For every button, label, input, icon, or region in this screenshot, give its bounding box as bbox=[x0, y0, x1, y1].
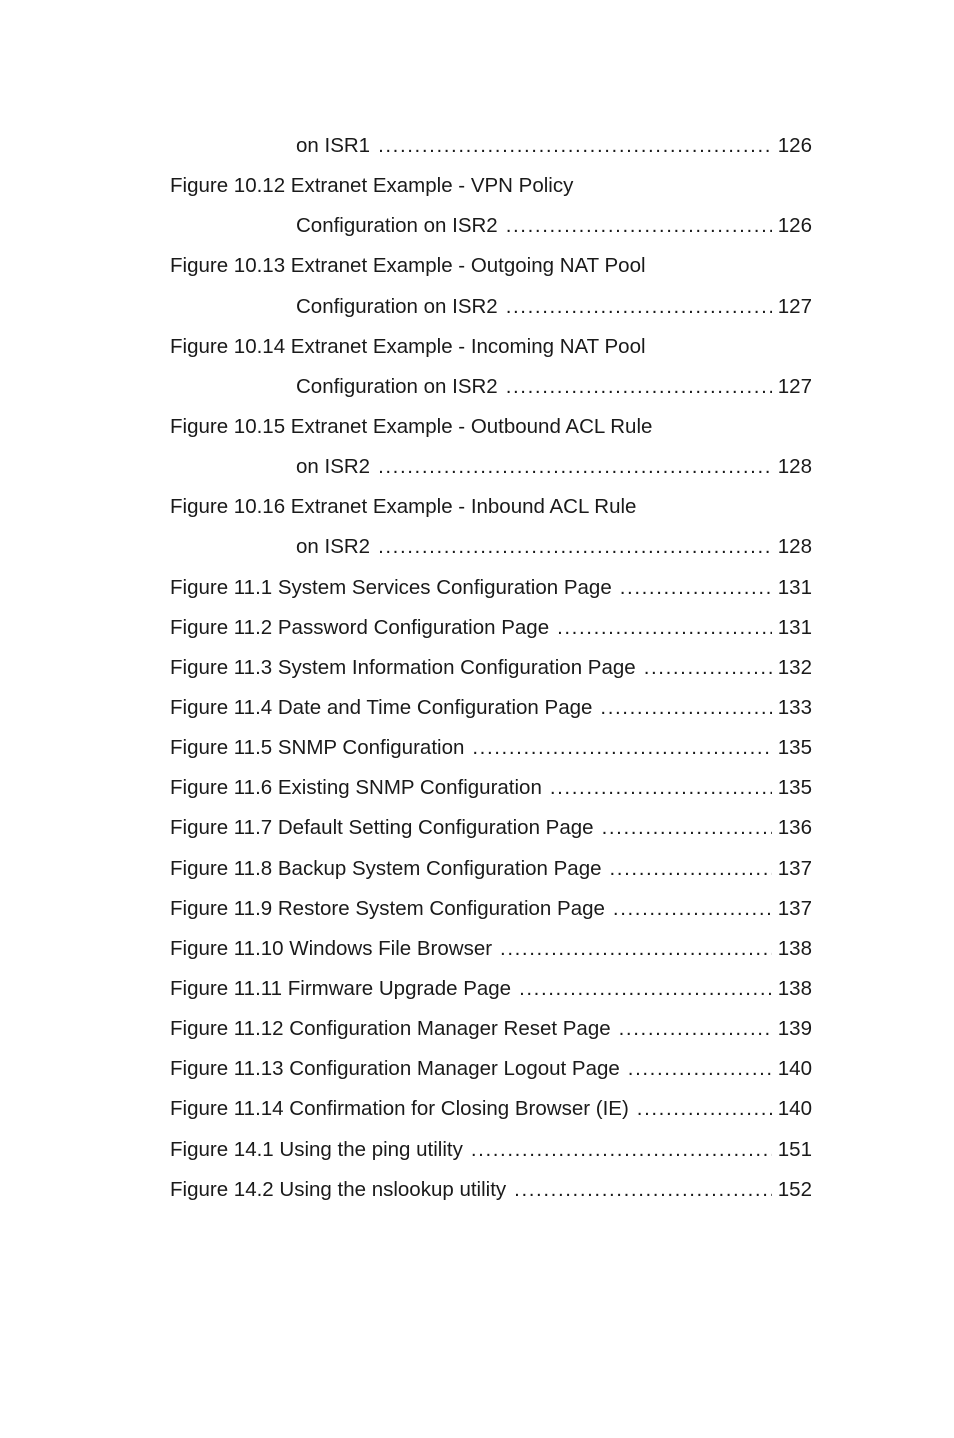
toc-entry-title: Figure 11.10 Windows File Browser bbox=[170, 936, 493, 960]
toc-entry-title-continued: Configuration on ISR2 bbox=[296, 214, 498, 238]
toc-entry-title: Figure 11.9 Restore System Configuration Page bbox=[170, 896, 605, 920]
toc-page-number: 138 bbox=[777, 976, 812, 1000]
toc-entry[interactable] bbox=[170, 246, 812, 286]
toc-page-number: 126 bbox=[777, 134, 812, 157]
dot-leader bbox=[506, 206, 772, 246]
dot-leader bbox=[378, 447, 772, 487]
toc-page-number: 137 bbox=[777, 896, 812, 920]
toc-page-number: 126 bbox=[777, 214, 812, 238]
toc-page-number: 138 bbox=[777, 936, 812, 960]
toc-entry-title: Figure 11.2 Password Configuration Page bbox=[170, 615, 550, 639]
toc-page-number: 127 bbox=[777, 374, 812, 398]
toc-entry-title: Figure 10.13 Extranet Example - Outgoing NAT Pool bbox=[170, 254, 646, 278]
toc-entry[interactable] bbox=[170, 327, 812, 367]
dot-leader bbox=[600, 688, 771, 728]
toc-entry[interactable] bbox=[170, 126, 812, 166]
dot-leader bbox=[519, 969, 772, 1009]
toc-entry[interactable] bbox=[170, 849, 812, 889]
toc-entry-title: Figure 10.16 Extranet Example - Inbound ACL Rule bbox=[170, 495, 637, 519]
toc-entry[interactable] bbox=[170, 889, 812, 929]
toc-entry-title: Figure 11.8 Backup System Configuration Page bbox=[170, 856, 602, 880]
dot-leader bbox=[471, 1130, 772, 1170]
toc-page-number: 127 bbox=[777, 294, 812, 318]
dot-leader bbox=[378, 527, 772, 567]
dot-leader bbox=[620, 568, 772, 608]
toc-entry-title: Figure 11.11 Firmware Upgrade Page bbox=[170, 976, 512, 1000]
toc-page-number: 135 bbox=[777, 736, 812, 760]
toc-entry-title: Figure 14.2 Using the nslookup utility bbox=[170, 1177, 507, 1201]
toc-entry-title-continued: Configuration on ISR2 bbox=[296, 374, 498, 398]
toc-entry-title-continued: on ISR2 bbox=[296, 455, 371, 479]
toc-entry[interactable] bbox=[170, 1170, 812, 1210]
toc-entry[interactable] bbox=[170, 1089, 812, 1129]
toc-entry[interactable] bbox=[170, 969, 812, 1009]
list-of-figures bbox=[170, 126, 812, 1210]
dot-leader bbox=[514, 1170, 772, 1210]
toc-page-number: 151 bbox=[777, 1137, 812, 1161]
toc-entry-title: Figure 11.12 Configuration Manager Reset Page bbox=[170, 1017, 611, 1041]
toc-entry-continuation[interactable] bbox=[170, 367, 812, 407]
dot-leader bbox=[506, 367, 772, 407]
dot-leader bbox=[619, 1009, 772, 1049]
dot-leader bbox=[628, 1049, 772, 1089]
toc-entry[interactable] bbox=[170, 688, 812, 728]
toc-entry-title-continued: Configuration on ISR2 bbox=[296, 294, 498, 318]
toc-entry[interactable] bbox=[170, 648, 812, 688]
toc-page-number: 131 bbox=[777, 575, 812, 599]
toc-entry-title: Figure 14.1 Using the ping utility bbox=[170, 1137, 463, 1161]
dot-leader bbox=[613, 889, 772, 929]
toc-entry-title: Figure 10.14 Extranet Example - Incoming NAT Pool bbox=[170, 334, 646, 358]
toc-entry[interactable] bbox=[170, 1130, 812, 1170]
toc-page-number: 133 bbox=[777, 695, 812, 719]
toc-entry[interactable] bbox=[170, 929, 812, 969]
toc-page-number: 140 bbox=[777, 1097, 812, 1121]
toc-entry-title: on ISR1 bbox=[296, 134, 371, 157]
toc-entry[interactable] bbox=[170, 728, 812, 768]
toc-entry[interactable] bbox=[170, 487, 812, 527]
dot-leader bbox=[610, 849, 772, 889]
toc-entry-title: Figure 11.3 System Information Configuration Page bbox=[170, 655, 636, 679]
toc-entry[interactable] bbox=[170, 407, 812, 447]
toc-entry[interactable] bbox=[170, 1049, 812, 1089]
toc-entry-title: Figure 11.6 Existing SNMP Configuration bbox=[170, 776, 542, 800]
toc-entry-continuation[interactable] bbox=[170, 206, 812, 246]
toc-entry-title: Figure 11.4 Date and Time Configuration Page bbox=[170, 695, 593, 719]
dot-leader bbox=[506, 287, 772, 327]
toc-page-number: 137 bbox=[777, 856, 812, 880]
toc-page-number: 136 bbox=[777, 816, 812, 840]
toc-page-number: 152 bbox=[777, 1177, 812, 1201]
toc-page-number: 128 bbox=[777, 455, 812, 479]
toc-entry[interactable] bbox=[170, 568, 812, 608]
toc-page-number: 131 bbox=[777, 615, 812, 639]
toc-entry-title: Figure 11.5 SNMP Configuration bbox=[170, 736, 465, 760]
toc-entry-title: Figure 11.14 Confirmation for Closing Browser (IE) bbox=[170, 1097, 629, 1121]
dot-leader bbox=[637, 1089, 772, 1129]
toc-page-number: 128 bbox=[777, 535, 812, 559]
toc-entry[interactable] bbox=[170, 166, 812, 206]
toc-entry-continuation[interactable] bbox=[170, 527, 812, 567]
dot-leader bbox=[472, 728, 771, 768]
toc-entry-title: Figure 10.15 Extranet Example - Outbound ACL Rule bbox=[170, 414, 653, 438]
dot-leader bbox=[550, 768, 772, 808]
dot-leader bbox=[602, 808, 772, 848]
toc-entry-continuation[interactable] bbox=[170, 447, 812, 487]
toc-entry-title: Figure 11.13 Configuration Manager Logout Page bbox=[170, 1057, 620, 1081]
toc-entry[interactable] bbox=[170, 808, 812, 848]
toc-entry-title: Figure 11.1 System Services Configuration Page bbox=[170, 575, 612, 599]
toc-entry-continuation[interactable] bbox=[170, 287, 812, 327]
toc-entry-title: Figure 10.12 Extranet Example - VPN Policy bbox=[170, 174, 574, 198]
toc-page-number: 140 bbox=[777, 1057, 812, 1081]
toc-page-number: 139 bbox=[777, 1017, 812, 1041]
toc-entry-title: Figure 11.7 Default Setting Configuration Page bbox=[170, 816, 594, 840]
toc-entry[interactable] bbox=[170, 1009, 812, 1049]
toc-entry[interactable] bbox=[170, 768, 812, 808]
dot-leader bbox=[500, 929, 772, 969]
dot-leader bbox=[378, 126, 772, 166]
toc-entry-title-continued: on ISR2 bbox=[296, 535, 371, 559]
toc-page-number: 132 bbox=[777, 655, 812, 679]
dot-leader bbox=[557, 608, 772, 648]
toc-page-number: 135 bbox=[777, 776, 812, 800]
toc-entry[interactable] bbox=[170, 608, 812, 648]
dot-leader bbox=[644, 648, 772, 688]
